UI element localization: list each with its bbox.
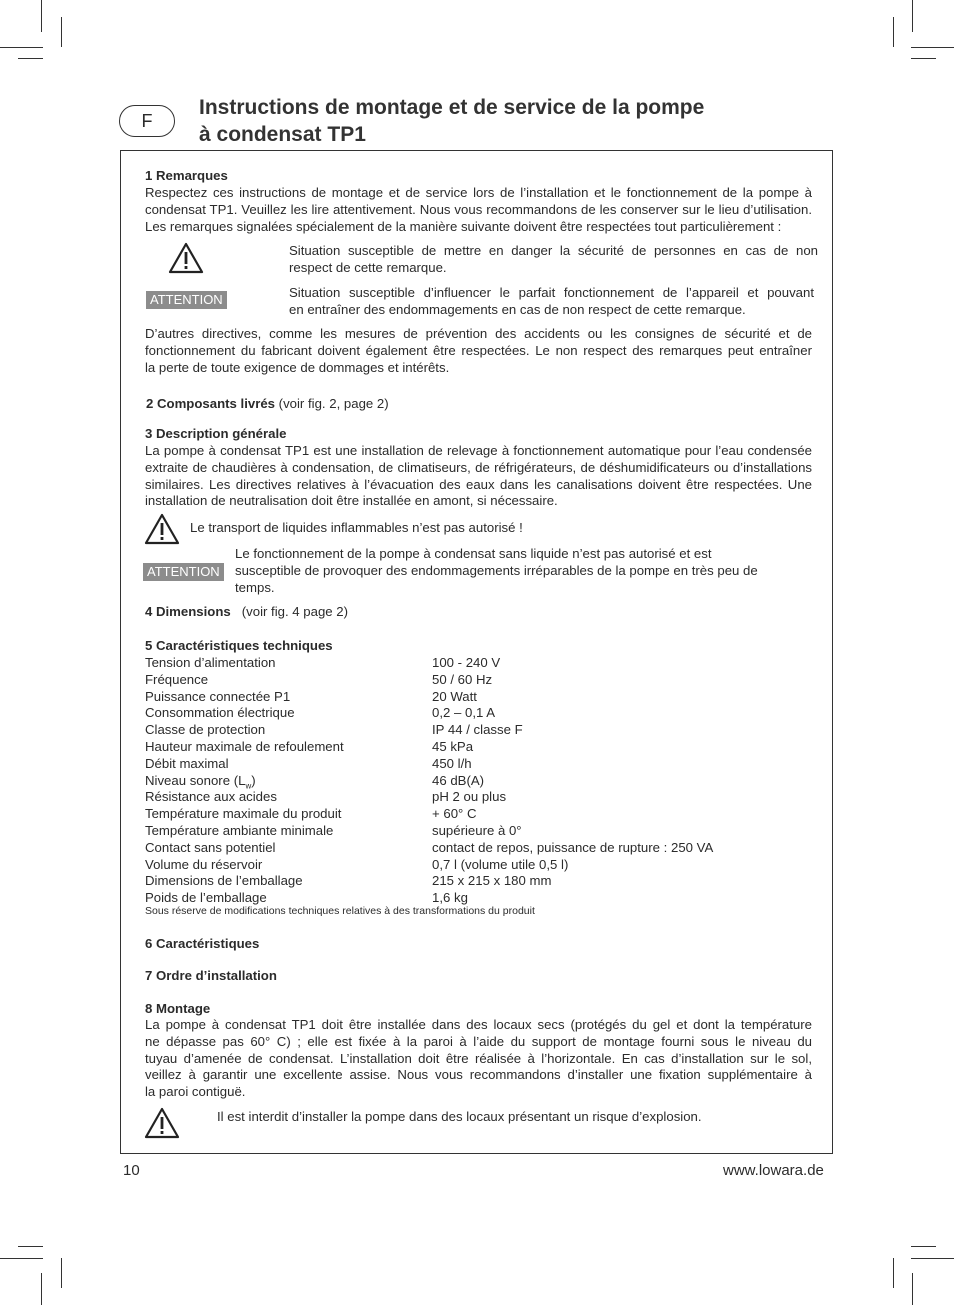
spec-label-text: Poids de l’emballage xyxy=(145,890,267,906)
text-line: installation de neutralisation doit être installée en amont, si nécessaire. xyxy=(145,493,558,509)
crop-mark xyxy=(911,58,936,59)
spec-label-text: Hauteur maximale de refoulement xyxy=(145,739,344,754)
crop-mark xyxy=(41,1273,42,1305)
crop-mark xyxy=(911,1246,936,1247)
section-1-heading: 1 Remarques xyxy=(145,168,228,183)
warning-triangle-icon xyxy=(144,513,180,545)
text-line: Situation susceptible d’influencer le parfait fonctionnement de l’appareil et pouvant xyxy=(289,285,814,300)
spec-value: 1,6 kg xyxy=(432,890,468,906)
section-3-heading: 3 Description générale xyxy=(145,426,287,441)
crop-mark xyxy=(0,47,43,48)
crop-mark xyxy=(0,1258,43,1259)
spec-label xyxy=(145,672,208,689)
text-line: tuyau d’amenée de condensat. L’installation doit être réalisée à l’horizontale. En cas d’installation sur le sol, xyxy=(145,1050,812,1066)
spec-label-text: Dimensions de l’emballage xyxy=(145,873,303,889)
spec-label xyxy=(145,789,277,806)
spec-value: 0,2 – 0,1 A xyxy=(432,705,496,721)
text-line: Situation susceptible de mettre en danger la sécurité de personnes en cas de non xyxy=(289,243,818,258)
title-line-2: à condensat TP1 xyxy=(199,123,366,146)
text-line: fonctionnement du fabricant doivent également être respectées. Le non respect des remarques peut entraîner xyxy=(145,342,812,358)
section-1-text xyxy=(145,185,812,235)
spec-value: 46 dB(A) xyxy=(432,772,485,788)
spec-label-text: Fréquence xyxy=(145,671,209,687)
crop-mark xyxy=(911,1258,954,1259)
spec-value: 450 l/h xyxy=(432,755,472,771)
section-2-heading: 2 Composants livrés xyxy=(146,396,275,411)
text-line: temps. xyxy=(235,579,275,595)
spec-value: + 60° C xyxy=(432,806,477,822)
spec-label-text: Niveau sonore (L xyxy=(145,772,246,788)
attention-label: ATTENTION xyxy=(146,291,227,309)
text-line: la paroi contiguë. xyxy=(145,1084,246,1100)
section-3-text xyxy=(145,443,812,510)
warning-flammable: Le transport de liquides inflammables n’est pas autorisé ! xyxy=(190,520,523,535)
crop-mark xyxy=(18,58,43,59)
spec-value: pH 2 ou plus xyxy=(432,789,507,805)
section-1-other xyxy=(145,326,812,376)
crop-mark xyxy=(912,0,913,32)
section-8-heading: 8 Montage xyxy=(145,1001,211,1016)
spec-value: IP 44 / classe F xyxy=(432,722,523,738)
text-line: respect de cette remarque. xyxy=(289,259,447,275)
section-4 xyxy=(145,604,348,621)
spec-value: contact de repos, puissance de rupture : 250 VA xyxy=(432,839,714,855)
spec-label xyxy=(145,722,265,739)
text-line: la perte de toute exigence de dommages et intérêts. xyxy=(145,359,450,375)
spec-label-text: Classe de protection xyxy=(145,722,266,738)
spec-label xyxy=(145,655,276,672)
text-line: susceptible de provoquer des endommagements irréparables de la pompe en très peu de xyxy=(235,562,758,578)
spec-label-text: Contact sans potentiel xyxy=(145,839,276,855)
crop-mark xyxy=(41,0,42,32)
page-title xyxy=(199,94,704,148)
spec-label xyxy=(145,823,333,840)
spec-label-end: ) xyxy=(251,772,256,788)
spec-label-text: Débit maximal xyxy=(145,755,229,771)
spec-label-text: Volume du réservoir xyxy=(145,856,263,872)
section-2 xyxy=(146,396,389,413)
text-line: ne dépasse pas 60° C) ; elle est fixée à la paroi à l’aide du support de montage fourni sous le niveau du xyxy=(145,1033,812,1049)
section-8-text xyxy=(145,1017,812,1101)
spec-value: 45 kPa xyxy=(432,739,474,754)
crop-mark xyxy=(18,1246,43,1247)
section-4-ref: (voir fig. 4 page 2) xyxy=(241,604,349,619)
spec-label-text: Température ambiante minimale xyxy=(145,823,334,838)
spec-label xyxy=(145,873,303,890)
spec-label-text: Température maximale du produit xyxy=(145,806,342,822)
text-line: D’autres directives, comme les mesures de prévention des accidents ou les consignes de sécurité et de xyxy=(145,326,812,341)
attention-label: ATTENTION xyxy=(143,563,224,581)
footer-url[interactable]: www.lowara.de xyxy=(723,1162,824,1179)
title-line-1: Instructions de montage et de service de la pompe xyxy=(199,96,705,119)
text-line: veillez à garantir une excellente assise. Nous vous recommandons d’installer une fixation supplémentaire à xyxy=(145,1067,812,1083)
spec-label-text: Consommation électrique xyxy=(145,705,295,721)
spec-value: 0,7 l (volume utile 0,5 l) xyxy=(432,856,569,872)
spec-label xyxy=(145,756,229,773)
text-line: condensat TP1. Veuillez les lire attentivement. Nous vous recommandons de les conserver sur le lieu d’utilisation. xyxy=(145,201,812,217)
crop-mark xyxy=(911,47,954,48)
spec-value: 215 x 215 x 180 mm xyxy=(432,873,552,889)
warning-note-1 xyxy=(289,243,818,277)
text-line: Le fonctionnement de la pompe à condensat sans liquide n’est pas autorisé et est xyxy=(235,546,712,561)
crop-mark xyxy=(893,17,894,47)
attention-note-1 xyxy=(289,285,814,319)
section-2-ref: (voir fig. 2, page 2) xyxy=(278,396,389,411)
crop-mark xyxy=(912,1273,913,1305)
crop-mark xyxy=(61,1258,62,1288)
spec-label xyxy=(145,705,295,722)
language-badge: F xyxy=(119,105,175,137)
section-7-heading: 7 Ordre d’installation xyxy=(145,968,277,983)
warning-explosion: Il est interdit d’installer la pompe dans des locaux présentant un risque d’explosion. xyxy=(217,1109,702,1124)
page-number: 10 xyxy=(123,1162,140,1179)
warning-triangle-icon xyxy=(144,1107,180,1139)
spec-label-text: Tension d’alimentation xyxy=(145,655,276,670)
text-line: La pompe à condensat TP1 doit être installée dans des locaux secs (protégés du gel et dont la température xyxy=(145,1017,812,1032)
text-line: similaires. Les directives relatives à l’évacuation des eaux dans les canalisations doivent être respectées. Une xyxy=(145,476,812,492)
section-5-heading: 5 Caractéristiques techniques xyxy=(145,638,333,653)
crop-mark xyxy=(893,1258,894,1288)
section-6-heading: 6 Caractéristiques xyxy=(145,936,260,951)
spec-label xyxy=(145,857,262,874)
spec-value: 100 - 240 V xyxy=(432,655,501,670)
spec-label xyxy=(145,840,276,857)
spec-label-text: Résistance aux acides xyxy=(145,789,277,805)
warning-triangle-icon xyxy=(168,242,204,274)
spec-value: 20 Watt xyxy=(432,688,477,704)
spec-label-text: Puissance connectée P1 xyxy=(145,688,291,704)
section-4-heading: 4 Dimensions xyxy=(145,604,231,619)
spec-label xyxy=(145,806,341,823)
spec-value: supérieure à 0° xyxy=(432,823,522,838)
spec-label-subscript: w xyxy=(245,781,252,791)
spec-label xyxy=(145,689,290,706)
text-line: extraite de chaudières à condensation, de climatiseurs, de réfrigérateurs, de déshumidificateurs ou d’installations xyxy=(145,459,812,475)
text-line: Respectez ces instructions de montage et de service lors de l’installation et le fonctionnement de la pompe à xyxy=(145,185,812,200)
text-line: Les remarques signalées spécialement de la manière suivante doivent être respectées tout particulièrement : xyxy=(145,218,782,234)
spec-label xyxy=(145,739,344,756)
text-line: La pompe à condensat TP1 est une installation de relevage à fonctionnement automatique pour l’eau condensée xyxy=(145,443,812,458)
crop-mark xyxy=(61,17,62,47)
text-line: en entraîner des endommagements en cas de non respect de cette remarque. xyxy=(289,301,746,317)
attention-dry-run xyxy=(235,546,795,596)
spec-note: Sous réserve de modifications techniques relatives à des transformations du produit xyxy=(145,905,535,917)
spec-value: 50 / 60 Hz xyxy=(432,671,493,687)
